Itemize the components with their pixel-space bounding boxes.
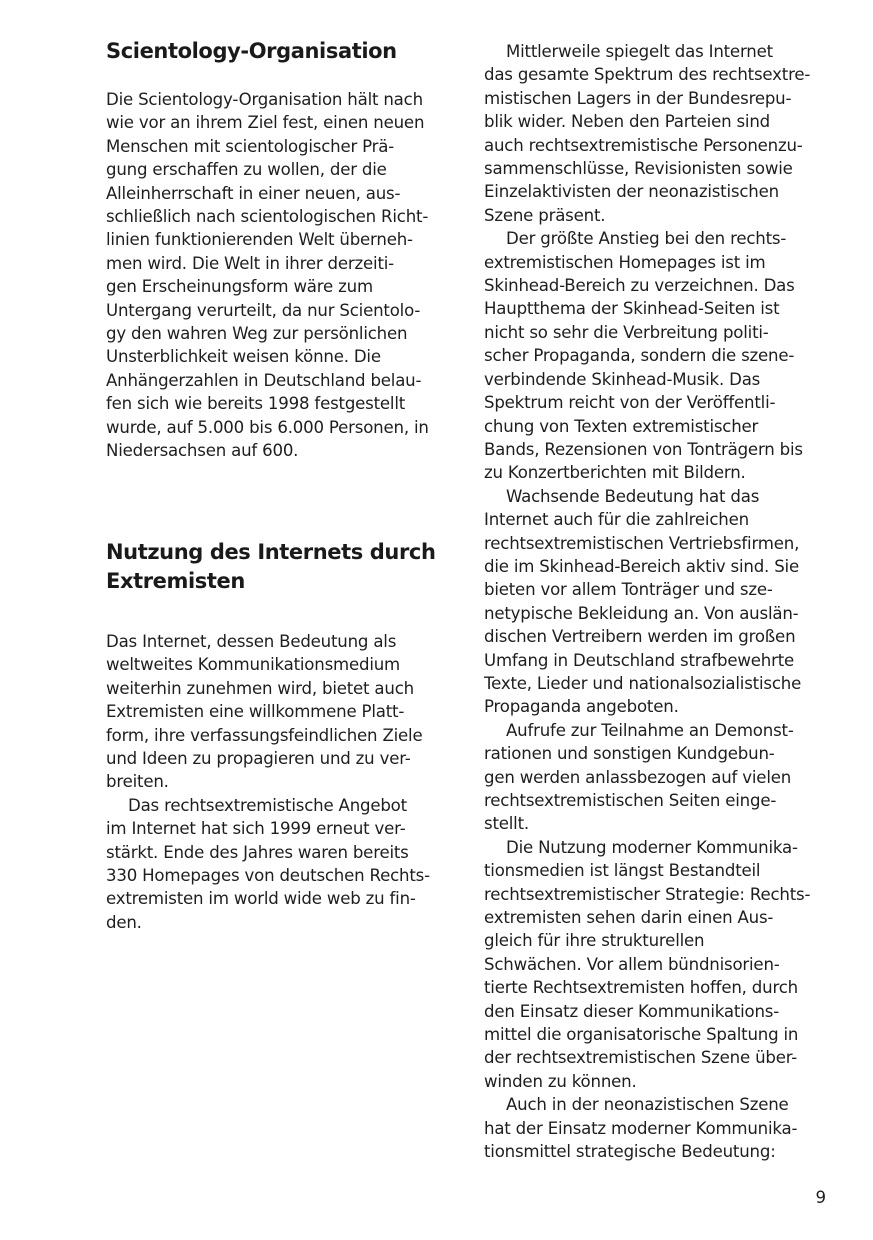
section-heading-internet (106, 538, 436, 596)
text-line: dischen Vertreibern werden im großen (484, 627, 796, 647)
text-line: den Einsatz dieser Kommunikations- (484, 1001, 780, 1021)
text-line: gen Erscheinungsform wäre zum (106, 277, 373, 297)
text-line: form, ihre verfassungsfeindlichen Ziele (106, 725, 423, 745)
heading-line: Scientology-Organisation (106, 39, 397, 63)
text-line: Aufrufe zur Teilnahme an Demonst- (506, 720, 794, 740)
text-line: rechtsextremistischen Vertriebsfirmen, (484, 533, 800, 553)
text-line: Internet auch für die zahlreichen (484, 510, 749, 530)
text-line: Der größte Anstieg bei den rechts- (506, 229, 787, 249)
text-line: gleich für ihre strukturellen (484, 931, 705, 951)
text-line: Die Scientology-Organisation hält nach (106, 90, 423, 109)
text-line: rechtsextremistischen Seiten einge- (484, 791, 777, 810)
paragraph-scientology (106, 88, 429, 463)
paragraph-internet-intro (106, 630, 430, 934)
text-line: Spektrum reicht von der Veröffentli- (484, 393, 776, 413)
text-line: gung erschaffen zu wollen, der die (106, 160, 387, 180)
text-line: rechtsextremistischer Strategie: Rechts- (484, 884, 811, 904)
text-line: sammenschlüsse, Revisionisten sowie (484, 159, 793, 179)
text-line: gy den wahren Weg zur persönlichen (106, 324, 408, 344)
text-line: Auch in der neonazistischen Szene (506, 1095, 789, 1115)
text-line: und Ideen zu propagieren und zu ver- (106, 749, 411, 769)
text-line: Schwächen. Vor allem bündnisorien- (484, 954, 780, 974)
text-line: Das Internet, dessen Bedeutung als (106, 632, 397, 651)
text-line: stärkt. Ende des Jahres waren bereits (106, 842, 409, 862)
text-line: Einzelaktivisten der neonazistischen (484, 182, 779, 202)
text-line: nicht so sehr die Verbreitung politi- (484, 322, 769, 342)
text-line: zu Konzertberichten mit Bildern. (484, 463, 746, 483)
text-line: wurde, auf 5.000 bis 6.000 Personen, in (106, 417, 429, 437)
text-line: Alleinherrschaft in einer neuen, aus- (106, 183, 401, 203)
text-line: mistischen Lagers in der Bundesrepu- (484, 88, 792, 108)
text-line: rationen und sonstigen Kundgebun- (484, 744, 775, 764)
text-line: weltweites Kommunikationsmedium (106, 655, 401, 675)
text-line: tionsmedien ist längst Bestandteil (484, 861, 761, 881)
page-number: 9 (815, 1188, 826, 1207)
text-line: linien funktionierenden Welt überneh- (106, 230, 413, 250)
heading-line: Nutzung des Internets durch (106, 540, 436, 564)
text-line: im Internet hat sich 1999 erneut ver- (106, 819, 406, 839)
text-line: gen werden anlassbezogen auf vielen (484, 767, 792, 787)
text-line: auch rechtsextremistische Personenzu- (484, 135, 803, 155)
text-line: tierte Rechtsextremisten hoffen, durch (484, 978, 798, 998)
text-line: schließlich nach scientologischen Richt- (106, 207, 429, 227)
text-line: extremisten im world wide web zu fin- (106, 889, 416, 909)
text-line: winden zu können. (484, 1071, 637, 1091)
text-line: Hauptthema der Skinhead-Seiten ist (484, 299, 780, 319)
text-line: hat der Einsatz moderner Kommunika- (484, 1118, 798, 1138)
section-heading-scientology (106, 37, 397, 66)
text-line: Menschen mit scientologischer Prä- (106, 136, 395, 156)
text-line: Umfang in Deutschland strafbewehrte (484, 650, 795, 670)
text-line: Anhängerzahlen in Deutschland belau- (106, 370, 422, 390)
text-line: Untergang verurteilt, da nur Scientolo- (106, 300, 421, 320)
text-line: scher Propaganda, sondern die szene- (484, 346, 795, 366)
text-line: extremisten sehen darin einen Aus- (484, 908, 774, 928)
text-line: der rechtsextremistischen Szene über- (484, 1048, 798, 1068)
text-line: Das rechtsextremistische Angebot (128, 795, 407, 815)
text-line: tionsmittel strategische Bedeutung: (484, 1142, 776, 1162)
text-line: den. (106, 912, 142, 932)
text-line: mittel die organisatorische Spaltung in (484, 1025, 799, 1045)
text-line: verbindende Skinhead-Musik. Das (484, 369, 761, 389)
text-line: Mittlerweile spiegelt das Internet (506, 42, 773, 61)
heading-line: Extremisten (106, 569, 245, 593)
text-line: extremistischen Homepages ist im (484, 252, 766, 272)
text-line: Texte, Lieder und nationalsozialistische (484, 673, 802, 693)
right-column-body (484, 40, 810, 1164)
text-line: Niedersachsen auf 600. (106, 441, 299, 461)
text-line: breiten. (106, 772, 169, 792)
text-line: wie vor an ihrem Ziel fest, einen neuen (106, 113, 425, 133)
text-line: stellt. (484, 814, 529, 834)
text-line: das gesamte Spektrum des rechtsextre- (484, 65, 811, 85)
text-line: 330 Homepages von deutschen Rechts- (106, 866, 430, 886)
text-line: Skinhead-Bereich zu verzeichnen. Das (484, 276, 795, 296)
text-line: blik wider. Neben den Parteien sind (484, 112, 770, 132)
text-line: bieten vor allem Tonträger und sze- (484, 580, 773, 600)
text-line: die im Skinhead-Bereich aktiv sind. Sie (484, 556, 799, 576)
text-line: Bands, Rezensionen von Tonträgern bis (484, 439, 803, 459)
text-line: Extremisten eine willkommene Platt- (106, 702, 405, 722)
text-line: Wachsende Bedeutung hat das (506, 486, 760, 506)
text-line: netypische Bekleidung an. Von auslän- (484, 603, 799, 623)
text-line: Unsterblichkeit weisen könne. Die (106, 347, 381, 367)
text-line: chung von Texten extremistischer (484, 416, 759, 436)
text-line: Szene präsent. (484, 205, 606, 225)
text-line: men wird. Die Welt in ihrer derzeiti- (106, 253, 394, 273)
text-line: Die Nutzung moderner Kommunika- (506, 837, 798, 857)
text-line: Propaganda angeboten. (484, 697, 679, 717)
text-line: weiterhin zunehmen wird, bietet auch (106, 678, 414, 698)
text-line: fen sich wie bereits 1998 festgestellt (106, 394, 406, 414)
